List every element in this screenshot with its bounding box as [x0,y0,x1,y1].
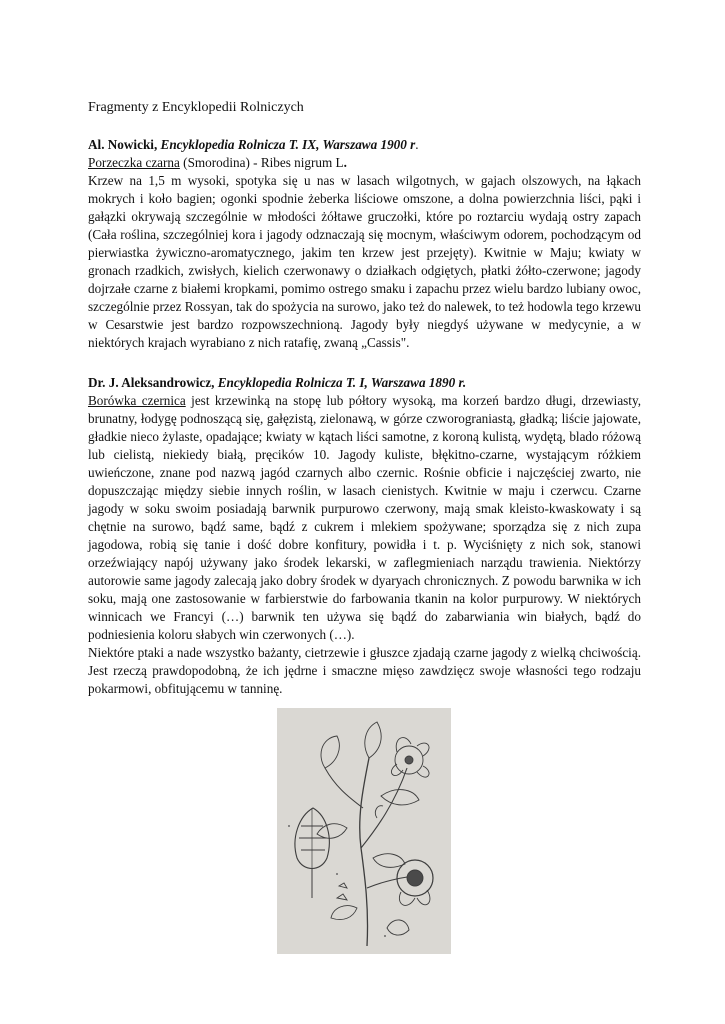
entry2-body-text: jest krzewinką na stopę lub półtory wysoką, ma korzeń bardzo długi, drzewiasty, brunatny, łodygę podnoszącą się, gałęzistą, zielonawą, w górze czworograniastą, gładką; liście jajowate, gładkie nieco żylaste, opadające; kwiaty w kątach liści samotne, z koroną kulistą, wydętą, blado różową lub cielistą, niekiedy białą, pręcików 10. Jagody kuliste, błękitno-czarne, wystającym różkiem uwieńczone, znane pod nazwą jagód czarnych albo czernic. Rośnie obficie i najczęściej zwarto, nie dopuszczając między siebie innych roślin, w lasach cienistych. Kwitnie w maju i czerwcu. Czarne jagody w soku swoim posiadają barwnik purpurowo czerwony, mają smak kleisto-kwaskowaty i są chętnie na surowo, bądź same, bądź z cukrem i mlekiem spożywane; sporządza się z nich zupa jagodowa, robią się tanie i dość dobre konfitury, powidła i t. p. Wyciśnięty z nich sok, stanowi orzeźwiający napój używany jako środek lekarski, w zaflegmieniach narządu trawienia. Niektórzy autorowie same jagody zalecają jako dobry środek w dyaryach chronicznych. Z powodu barwnika w ich soku, mają one zastosowanie w farbierstwie do farbowania tkanin na kolor purpurowy. W niektórych winnicach we Francyi (…) barwnik ten używa się bądź do zabarwiania win białych, bądź do podniesienia koloru słabych win czerwonych (…). [88,393,641,642]
entry1-source: Encyklopedia Rolnicza T. IX, Warszawa 1900 r [157,137,416,152]
entry1-author: Al. Nowicki, [88,137,158,152]
entry1-body: Krzew na 1,5 m wysoki, spotyka się u nas w lasach wilgotnych, w gajach olszowych, na łąkach mokrych i koło bagien; ogonki spodnie żeberka liściowe omszone, a dolna powierzchnia liści, pąki i gałązki okrywają szczególnie w młodości żółtawe gruczołki, które po roztarciu wydają ostry zapach (Cała roślina, szczególniej kora i jagody odznaczają się mocnym, właściwym odorem, pochodzącym od pierwiastka żywiczno-aromatycznego, jakim ten krzew jest przejęty). Kwitnie w Maju; kwiaty w gronach rzadkich, zwisłych, kielich czerwonawy o działkach odgiętych, płatki żółto-czerwone; jagody dojrzałe czarne z białemi kropkami, pomimo ostrego smaku i zapachu przez wielu bardzo lubiany owoc, szczególnie przez Rossyan, tak do spożycia na surowo, jako też do nalewek, to też hodowla tego krzewu w Cesarstwie jest bardzo rozpowszechnioną. Jagody były niegdyś używane w medycynie, a w niektórych krajach wyrabiano z nich ratafię, zwaną „Cassis". [88,173,641,350]
entry1-source-line [88,136,641,154]
entry2-author: Dr. J. Aleksandrowicz, [88,375,215,390]
entry-borowka [88,374,641,698]
entry1-term: Porzeczka czarna [88,155,180,170]
botanical-illustration-drawing [277,708,451,954]
entry1-term-end: . [343,155,347,170]
entry2-source-line [88,374,641,392]
entry2-body [88,392,641,644]
entry2-body2: Niektóre ptaki a nade wszystko bażanty, cietrzewie i głuszce zjadają czarne jagody z wielką chciwością. Jest rzeczą prawdopodobną, że ich jędrne i smaczne mięso zawdzięcz swoje własności tego rodzaju pokarmowi, obfitującemu w tanninę. [88,645,641,696]
entry2-source: Encyklopedia Rolnicza T. I, Warszawa 1890 r. [214,375,467,390]
entry1-term-line [88,154,641,172]
entry-porzeczka [88,136,641,352]
document-title: Fragmenty z Encyklopedii Rolniczych [88,100,304,115]
botanical-illustration-icon [277,708,451,954]
entry2-term: Borówka czernica [88,393,186,408]
entry1-term-rest: (Smorodina) - Ribes nigrum L [179,155,344,170]
entry1-source-end: . [415,137,419,152]
